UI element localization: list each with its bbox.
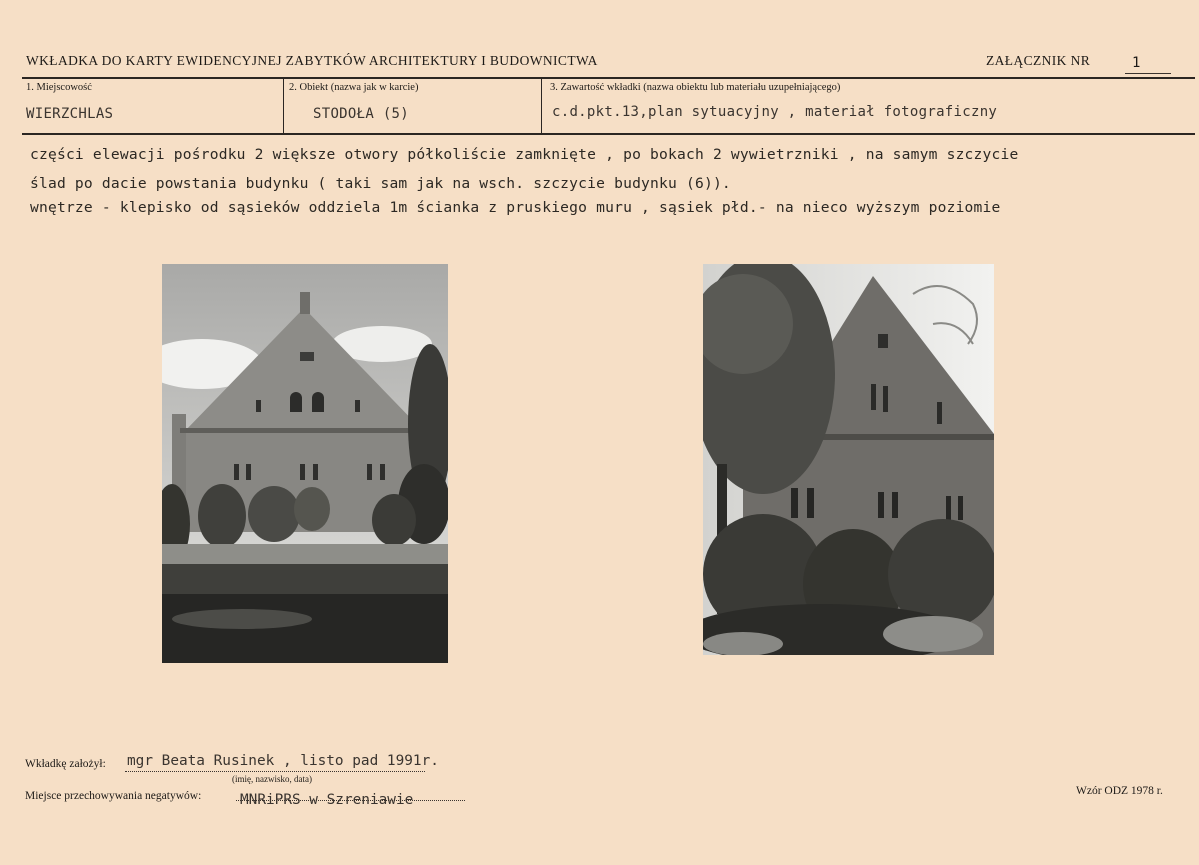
author-label: Wkładkę założył: <box>25 758 106 770</box>
storage-value: MNRiPRS w Szreniawie <box>240 792 414 808</box>
author-value: mgr Beata Rusinek , listo pad 1991r. <box>127 753 439 769</box>
attachment-number-underline <box>1125 73 1171 74</box>
body-text-line: wnętrze - klepisko od sąsieków oddziela 1m ścianka z pruskiego muru , sąsiek płd.- na nieco wyższym poziomie <box>30 199 1001 216</box>
storage-dotted-line <box>236 800 465 801</box>
object-value: STODOŁA (5) <box>313 106 410 122</box>
photo-barn-oblique <box>703 264 994 655</box>
field-divider-1 <box>283 79 284 133</box>
author-hint: (imię, nazwisko, data) <box>232 774 312 784</box>
storage-label: Miejsce przechowywania negatywów: <box>25 790 202 802</box>
body-text-line: ślad po dacie powstania budynku ( taki sam jak na wsch. szczycie budynku (6)). <box>30 175 731 192</box>
content-value: c.d.pkt.13,plan sytuacyjny , materiał fotograficzny <box>552 104 998 120</box>
locality-label: 1. Miejscowość <box>26 82 92 93</box>
locality-value: WIERZCHLAS <box>26 106 114 122</box>
header-rule-bottom <box>22 133 1195 135</box>
body-text-line: części elewacji pośrodku 2 większe otwory półkoliście zamknięte , po bokach 2 wywietrzniki , na samym szczycie <box>30 146 1019 163</box>
object-label: 2. Obiekt (nazwa jak w karcie) <box>289 82 419 93</box>
author-dotted-line <box>125 771 425 772</box>
header-rule-top <box>22 77 1195 79</box>
content-label: 3. Zawartość wkładki (nazwa obiektu lub materiału uzupełniającego) <box>550 82 841 93</box>
form-version: Wzór ODZ 1978 r. <box>1076 785 1163 797</box>
field-divider-2 <box>541 79 542 133</box>
attachment-number: 1 <box>1132 55 1141 71</box>
form-title: WKŁADKA DO KARTY EWIDENCYJNEJ ZABYTKÓW ARCHITEKTURY I BUDOWNICTWA <box>26 53 598 68</box>
attachment-label: ZAŁĄCZNIK NR <box>986 53 1091 68</box>
photo-barn-front <box>162 264 448 663</box>
